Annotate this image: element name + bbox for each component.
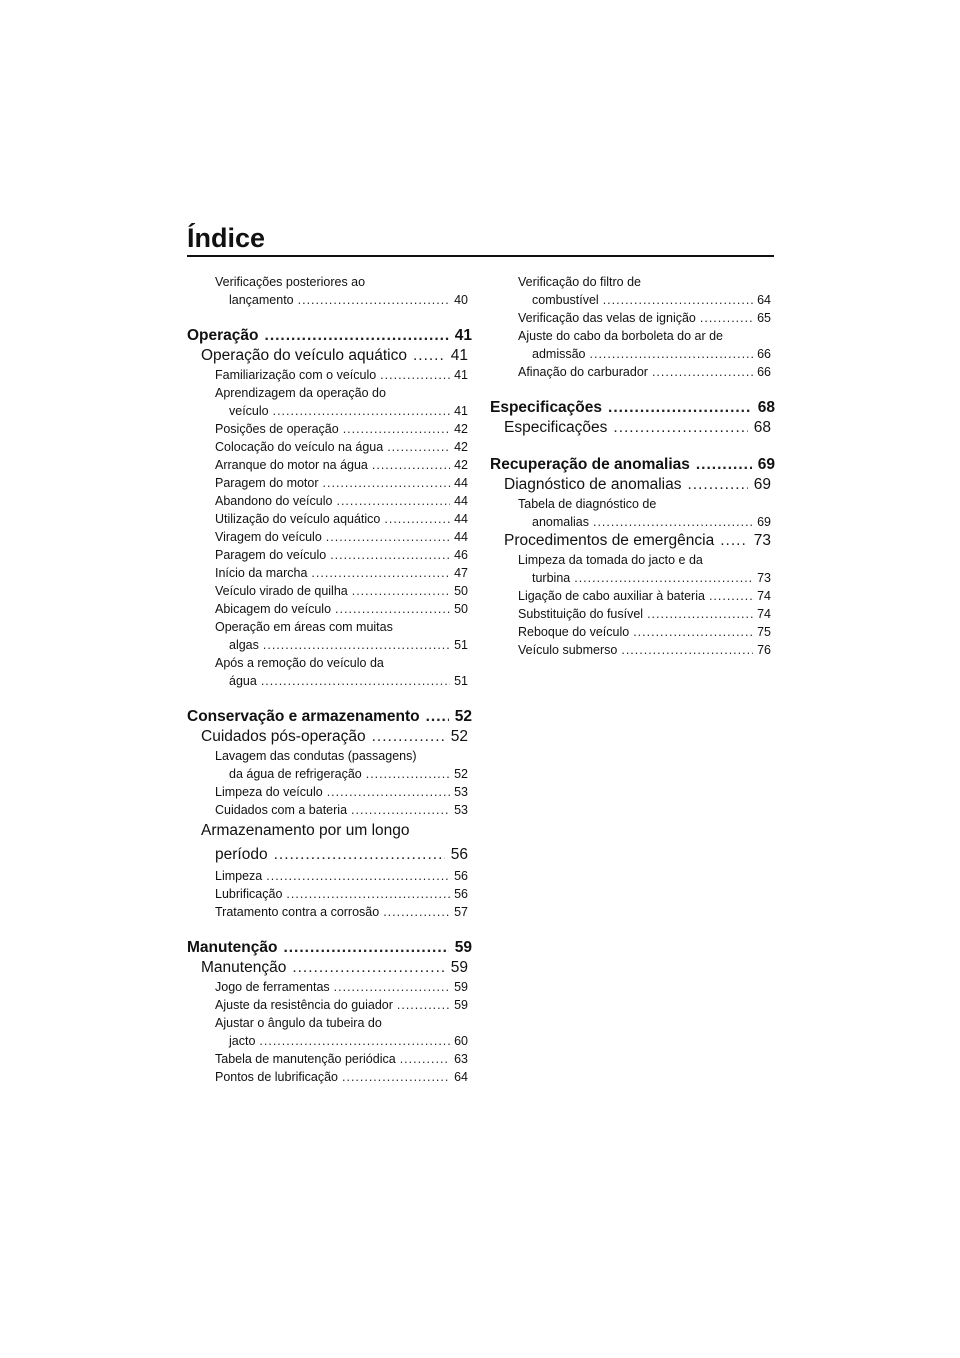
toc-dot-leader — [384, 510, 450, 528]
toc-dot-leader — [372, 727, 445, 747]
toc-page-number: 50 — [454, 602, 468, 616]
toc-subsection-entry[interactable] — [187, 456, 472, 474]
toc-subsection-entry[interactable] — [187, 1014, 472, 1050]
toc-page-number: 42 — [454, 440, 468, 454]
toc-entry-continuation[interactable] — [187, 843, 472, 867]
toc-page-number: 47 — [454, 566, 468, 580]
toc-dot-leader — [335, 600, 450, 618]
toc-subsection-entry[interactable] — [187, 978, 472, 996]
toc-subsection-entry[interactable] — [490, 623, 775, 641]
toc-subsection-entry[interactable] — [187, 564, 472, 582]
toc-entry-continuation[interactable] — [490, 569, 775, 587]
toc-entry-title: Abicagem do veículo — [215, 602, 332, 616]
toc-entry-title: Limpeza — [215, 869, 263, 883]
toc-subsection-entry[interactable] — [187, 366, 472, 384]
toc-chapter-entry[interactable] — [187, 707, 472, 727]
toc-column-right — [490, 273, 775, 659]
toc-entry-title-line1: Verificações posteriores ao — [215, 275, 366, 289]
toc-entry-title: Tratamento contra a corrosão — [215, 905, 380, 919]
toc-page-number: 69 — [757, 456, 775, 473]
toc-page-number: 65 — [757, 311, 771, 325]
toc-entry-title: Colocação do veículo na água — [215, 440, 384, 454]
toc-page-number: 73 — [757, 571, 771, 585]
toc-entry-title-line1: Verificação do filtro de — [518, 275, 641, 289]
toc-dot-leader — [343, 420, 450, 438]
toc-dot-leader — [327, 783, 450, 801]
toc-subsection-entry[interactable] — [187, 1050, 472, 1068]
toc-subsection-entry[interactable] — [187, 510, 472, 528]
toc-entry-title: período — [215, 846, 268, 863]
toc-dot-leader — [590, 345, 754, 363]
toc-dot-leader — [387, 438, 450, 456]
toc-dot-leader — [633, 623, 753, 641]
toc-subsection-entry[interactable] — [187, 801, 472, 819]
toc-subsection-entry[interactable] — [187, 474, 472, 492]
toc-subsection-entry[interactable] — [187, 618, 472, 654]
toc-entry-continuation[interactable] — [187, 672, 472, 690]
toc-dot-leader — [720, 531, 748, 551]
toc-dot-leader — [330, 546, 450, 564]
toc-entry-title: Ligação de cabo auxiliar à bateria — [518, 589, 705, 603]
toc-section-entry[interactable] — [187, 346, 472, 366]
toc-subsection-entry[interactable] — [187, 438, 472, 456]
toc-entry-continuation[interactable] — [187, 291, 472, 309]
toc-entry-title: Arranque do motor na água — [215, 458, 368, 472]
toc-page-number: 52 — [454, 708, 472, 725]
toc-page-number: 73 — [753, 532, 771, 549]
toc-subsection-entry[interactable] — [490, 605, 775, 623]
toc-entry-title: algas — [229, 638, 259, 652]
toc-page-number: 42 — [454, 458, 468, 472]
toc-dot-leader — [688, 475, 748, 495]
toc-entry-title: Tabela de manutenção periódica — [215, 1052, 396, 1066]
toc-subsection-entry[interactable] — [187, 1068, 472, 1086]
toc-entry-title: Verificação das velas de ignição — [518, 311, 696, 325]
toc-entry-title: Cuidados pós-operação — [201, 728, 366, 745]
toc-page-number: 75 — [757, 625, 771, 639]
toc-page-number: 66 — [757, 365, 771, 379]
toc-page-number: 66 — [757, 347, 771, 361]
toc-subsection-entry[interactable] — [187, 747, 472, 783]
toc-dot-leader — [383, 903, 450, 921]
toc-page-number: 59 — [454, 980, 468, 994]
toc-dot-leader — [380, 366, 450, 384]
toc-entry-title: Procedimentos de emergência — [504, 532, 715, 549]
title-divider — [187, 255, 774, 257]
toc-page-number: 46 — [454, 548, 468, 562]
toc-page-number: 50 — [454, 584, 468, 598]
toc-entry-title-line1: Lavagem das condutas (passagens) — [215, 749, 417, 763]
toc-subsection-entry[interactable] — [187, 783, 472, 801]
toc-dot-leader — [326, 528, 450, 546]
toc-dot-leader — [274, 843, 445, 867]
toc-entry-title: Veículo submerso — [518, 643, 618, 657]
toc-page-number: 44 — [454, 494, 468, 508]
toc-dot-leader — [334, 978, 450, 996]
toc-dot-leader — [266, 867, 450, 885]
toc-entry-title: Manutenção — [201, 959, 287, 976]
toc-page-number: 44 — [454, 476, 468, 490]
toc-entry-title-line1: Ajustar o ângulo da tubeira do — [215, 1016, 382, 1030]
toc-column-left — [187, 273, 472, 1086]
toc-page-number: 41 — [450, 347, 468, 364]
section-gap — [187, 309, 472, 326]
toc-dot-leader — [351, 801, 450, 819]
toc-dot-leader — [342, 1068, 450, 1086]
toc-page-number: 64 — [454, 1070, 468, 1084]
toc-subsection-entry[interactable] — [490, 327, 775, 363]
toc-chapter-entry[interactable] — [187, 326, 472, 346]
toc-dot-leader — [323, 474, 451, 492]
toc-entry-title: combustível — [532, 293, 599, 307]
toc-subsection-entry[interactable] — [187, 582, 472, 600]
toc-dot-leader — [311, 564, 450, 582]
toc-page-number: 53 — [454, 803, 468, 817]
toc-page-number: 52 — [450, 728, 468, 745]
toc-page-number: 56 — [450, 846, 468, 863]
toc-dot-leader — [700, 309, 753, 327]
toc-entry-title: Operação do veículo aquático — [201, 347, 407, 364]
toc-page-number: 41 — [454, 327, 472, 344]
toc-subsection-entry[interactable] — [490, 641, 775, 659]
toc-entry-title-line1: Limpeza da tomada do jacto e da — [518, 553, 703, 567]
toc-page-number: 68 — [753, 419, 771, 436]
toc-entry-title: Conservação e armazenamento — [187, 708, 420, 725]
toc-page-number: 53 — [454, 785, 468, 799]
toc-entry-title-line1: Aprendizagem da operação do — [215, 386, 386, 400]
toc-entry-title: Veículo virado de quilha — [215, 584, 348, 598]
toc-entry-title-line1: Após a remoção do veículo da — [215, 656, 384, 670]
toc-entry-title: Paragem do motor — [215, 476, 319, 490]
toc-dot-leader — [413, 346, 445, 366]
toc-entry-title: Pontos de lubrificação — [215, 1070, 338, 1084]
toc-chapter-entry[interactable] — [490, 455, 775, 475]
toc-entry-title: veículo — [229, 404, 269, 418]
toc-dot-leader — [273, 402, 450, 420]
toc-chapter-entry[interactable] — [490, 398, 775, 418]
toc-entry-title: Operação — [187, 327, 259, 344]
toc-dot-leader — [265, 326, 449, 346]
toc-chapter-entry[interactable] — [187, 938, 472, 958]
toc-entry-title: Paragem do veículo — [215, 548, 327, 562]
toc-page-number: 74 — [757, 589, 771, 603]
toc-page-number: 59 — [450, 959, 468, 976]
toc-dot-leader — [400, 1050, 450, 1068]
toc-dot-leader — [608, 398, 752, 418]
toc-entry-continuation[interactable] — [187, 765, 472, 783]
toc-page-number: 59 — [454, 998, 468, 1012]
toc-page-number: 52 — [454, 767, 468, 781]
toc-entry-title-line1: Armazenamento por um longo — [201, 822, 410, 839]
toc-subsection-entry[interactable] — [490, 495, 775, 531]
toc-dot-leader — [292, 958, 444, 978]
toc-entry-title: lançamento — [229, 293, 294, 307]
toc-entry-title-line1: Ajuste do cabo da borboleta do ar de — [518, 329, 724, 343]
toc-subsection-entry[interactable] — [490, 551, 775, 587]
toc-section-entry[interactable] — [187, 819, 472, 867]
toc-dot-leader — [283, 938, 448, 958]
toc-entry-continuation[interactable] — [490, 345, 775, 363]
toc-dot-leader — [574, 569, 753, 587]
toc-entry-title-line1: Tabela de diagnóstico de — [518, 497, 657, 511]
toc-entry-title: Ajuste da resistência do guiador — [215, 998, 393, 1012]
toc-page-number: 64 — [757, 293, 771, 307]
toc-section-entry[interactable] — [490, 418, 775, 438]
toc-entry-title: Posições de operação — [215, 422, 339, 436]
toc-dot-leader — [621, 641, 753, 659]
section-gap — [490, 438, 775, 455]
toc-section-entry[interactable] — [490, 531, 775, 551]
toc-subsection-entry[interactable] — [187, 546, 472, 564]
toc-entry-title: Utilização do veículo aquático — [215, 512, 381, 526]
toc-entry-continuation[interactable] — [187, 1032, 472, 1050]
toc-entry-title: anomalias — [532, 515, 589, 529]
toc-subsection-entry[interactable] — [187, 273, 472, 309]
toc-entry-title: Viragem do veículo — [215, 530, 322, 544]
toc-entry-continuation[interactable] — [187, 636, 472, 654]
toc-section-entry[interactable] — [187, 958, 472, 978]
toc-subsection-entry[interactable] — [187, 528, 472, 546]
toc-dot-leader — [652, 363, 753, 381]
toc-entry-title: Cuidados com a bateria — [215, 803, 348, 817]
toc-entry-title: da água de refrigeração — [229, 767, 362, 781]
toc-page-number: 41 — [454, 368, 468, 382]
toc-page-number: 44 — [454, 512, 468, 526]
toc-entry-title: Afinação do carburador — [518, 365, 648, 379]
toc-page-number: 51 — [454, 638, 468, 652]
toc-dot-leader — [261, 672, 450, 690]
toc-dot-leader — [696, 455, 752, 475]
toc-page-number: 68 — [757, 399, 775, 416]
toc-dot-leader — [298, 291, 450, 309]
toc-entry-continuation[interactable] — [490, 513, 775, 531]
toc-entry-title: admissão — [532, 347, 586, 361]
toc-subsection-entry[interactable] — [187, 996, 472, 1014]
toc-page-number: 42 — [454, 422, 468, 436]
toc-subsection-entry[interactable] — [187, 384, 472, 420]
toc-section-entry[interactable] — [490, 475, 775, 495]
toc-entry-title: Início da marcha — [215, 566, 308, 580]
toc-page-number: 51 — [454, 674, 468, 688]
toc-subsection-entry[interactable] — [187, 492, 472, 510]
toc-entry-title: Familiarização com o veículo — [215, 368, 377, 382]
toc-subsection-entry[interactable] — [490, 363, 775, 381]
section-gap — [187, 921, 472, 938]
toc-entry-title: água — [229, 674, 257, 688]
toc-entry-title-line1: Operação em áreas com muitas — [215, 620, 393, 634]
toc-entry-title: Limpeza do veículo — [215, 785, 323, 799]
toc-dot-leader — [593, 513, 753, 531]
toc-entry-title: Substituição do fusível — [518, 607, 644, 621]
toc-subsection-entry[interactable] — [187, 420, 472, 438]
toc-page-number: 69 — [757, 515, 771, 529]
section-gap — [187, 690, 472, 707]
toc-entry-title: Diagnóstico de anomalias — [504, 476, 682, 493]
toc-dot-leader — [336, 492, 450, 510]
toc-dot-leader — [366, 765, 450, 783]
toc-entry-title: Lubrificação — [215, 887, 283, 901]
toc-entry-title: Reboque do veículo — [518, 625, 630, 639]
toc-section-entry[interactable] — [187, 727, 472, 747]
toc-page-number: 44 — [454, 530, 468, 544]
toc-dot-leader — [426, 707, 449, 727]
toc-page-number: 76 — [757, 643, 771, 657]
toc-entry-continuation[interactable] — [490, 291, 775, 309]
toc-page-number: 40 — [454, 293, 468, 307]
toc-entry-title: Abandono do veículo — [215, 494, 333, 508]
toc-dot-leader — [263, 636, 450, 654]
toc-page-number: 56 — [454, 869, 468, 883]
toc-subsection-entry[interactable] — [490, 587, 775, 605]
toc-page-number: 56 — [454, 887, 468, 901]
toc-dot-leader — [709, 587, 753, 605]
toc-dot-leader — [259, 1032, 450, 1050]
toc-entry-title: Especificações — [504, 419, 608, 436]
toc-subsection-entry[interactable] — [490, 309, 775, 327]
toc-dot-leader — [603, 291, 753, 309]
toc-page-number: 63 — [454, 1052, 468, 1066]
toc-page-number: 59 — [454, 939, 472, 956]
toc-subsection-entry[interactable] — [187, 885, 472, 903]
toc-subsection-entry[interactable] — [490, 273, 775, 309]
toc-page-number: 57 — [454, 905, 468, 919]
toc-subsection-entry[interactable] — [187, 654, 472, 690]
toc-entry-continuation[interactable] — [187, 402, 472, 420]
toc-dot-leader — [352, 582, 450, 600]
toc-dot-leader — [613, 418, 747, 438]
toc-entry-title: Recuperação de anomalias — [490, 456, 690, 473]
toc-entry-title: jacto — [229, 1034, 256, 1048]
toc-page-number: 74 — [757, 607, 771, 621]
toc-subsection-entry[interactable] — [187, 600, 472, 618]
toc-dot-leader — [286, 885, 450, 903]
section-gap — [490, 381, 775, 398]
toc-subsection-entry[interactable] — [187, 867, 472, 885]
toc-subsection-entry[interactable] — [187, 903, 472, 921]
toc-page-number: 69 — [753, 476, 771, 493]
toc-dot-leader — [397, 996, 450, 1014]
toc-entry-title: turbina — [532, 571, 571, 585]
toc-page-number: 41 — [454, 404, 468, 418]
toc-entry-title: Manutenção — [187, 939, 278, 956]
toc-entry-title: Especificações — [490, 399, 603, 416]
toc-entry-title: Jogo de ferramentas — [215, 980, 330, 994]
toc-dot-leader — [647, 605, 753, 623]
page-title: Índice — [187, 223, 266, 253]
toc-page-number: 60 — [454, 1034, 468, 1048]
toc-dot-leader — [372, 456, 450, 474]
